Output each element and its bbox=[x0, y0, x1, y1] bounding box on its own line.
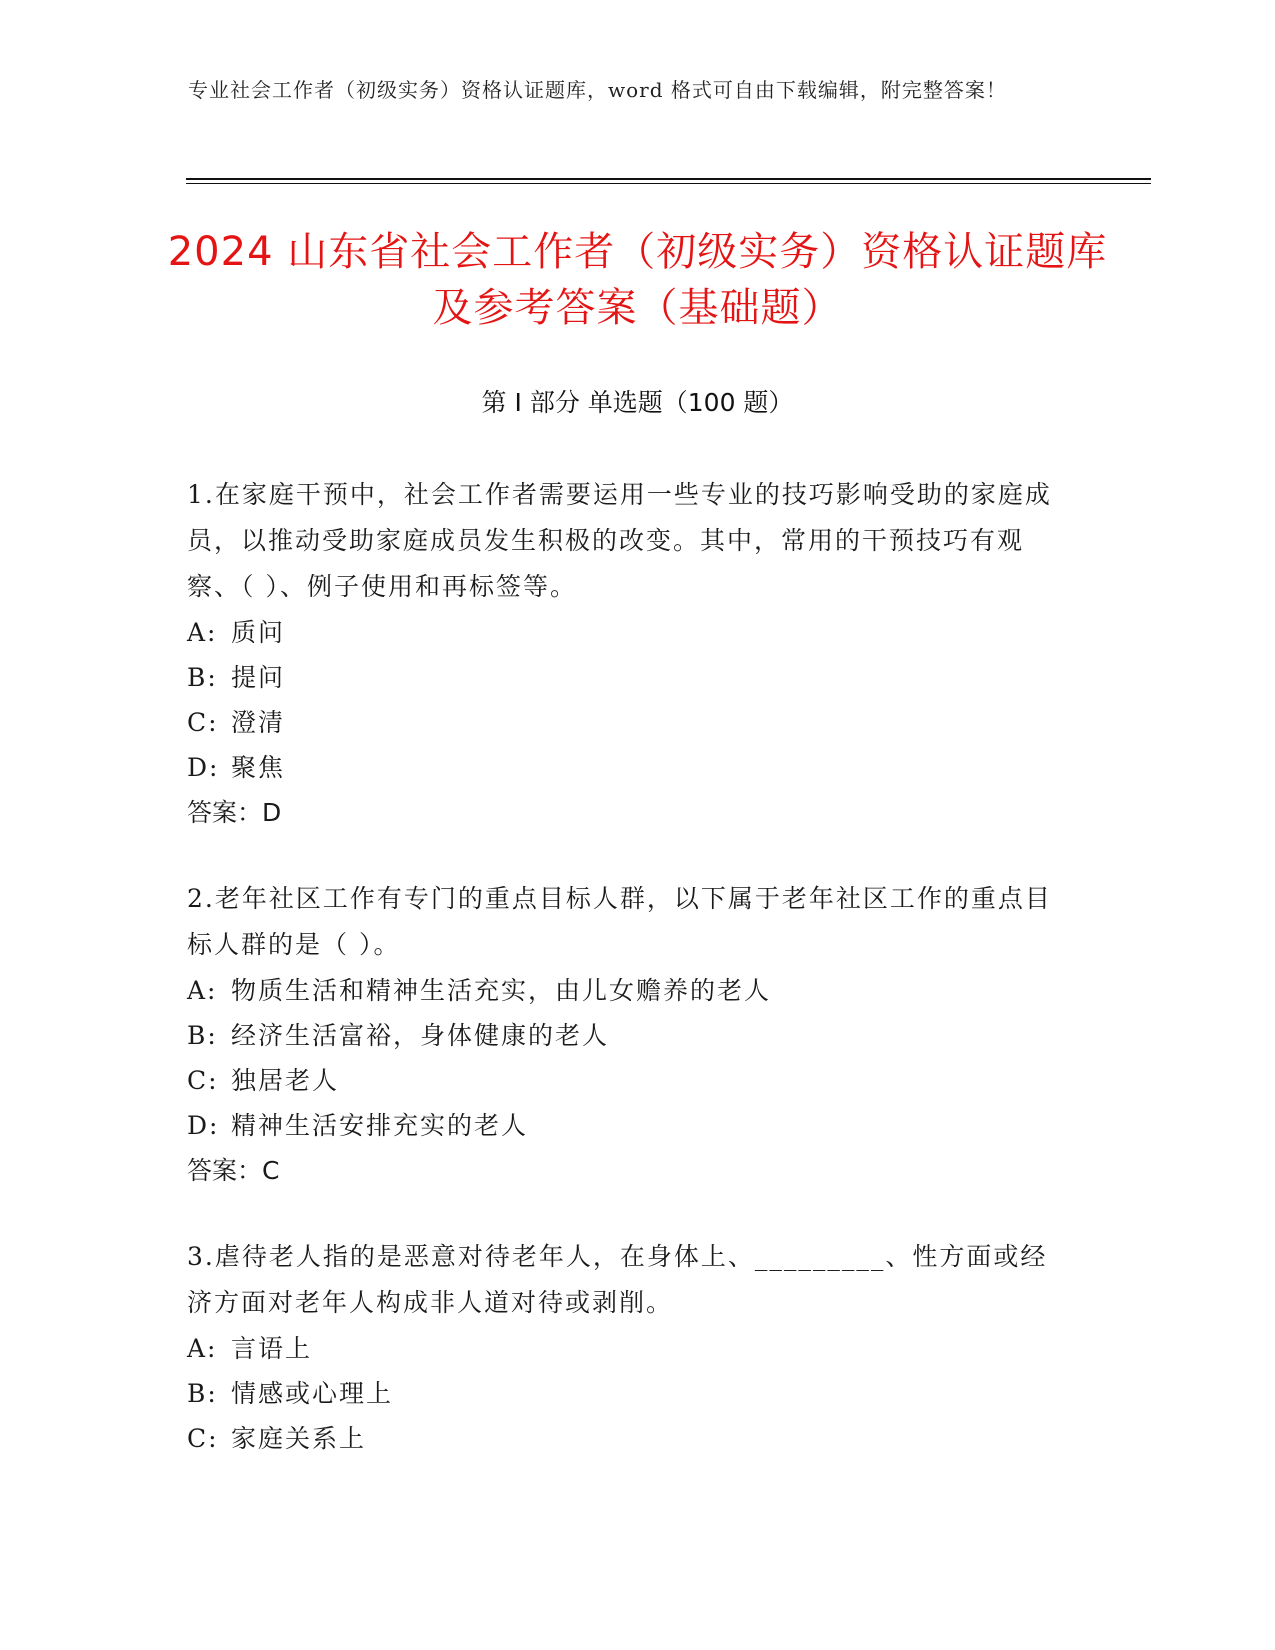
option-a bbox=[187, 968, 1067, 1013]
option-key: D: bbox=[187, 1111, 220, 1140]
answer-line: 答案：C bbox=[187, 1156, 280, 1185]
option-text: 家庭关系上 bbox=[231, 1424, 367, 1453]
option-c bbox=[187, 700, 1067, 745]
question-1 bbox=[187, 472, 1067, 836]
answer-line: 答案：D bbox=[187, 798, 282, 827]
option-d bbox=[187, 1103, 1067, 1148]
option-a bbox=[187, 610, 1067, 655]
question-list bbox=[187, 472, 1067, 1501]
question-2 bbox=[187, 876, 1067, 1194]
option-key: B: bbox=[187, 663, 218, 692]
section-heading: 第 I 部分 单选题（100 题） bbox=[481, 388, 794, 417]
option-text: 言语上 bbox=[231, 1334, 313, 1363]
header-divider bbox=[186, 178, 1151, 180]
option-key: D: bbox=[187, 753, 220, 782]
option-b bbox=[187, 655, 1067, 700]
option-b bbox=[187, 1371, 1067, 1416]
question-stem: 3.虐待老人指的是恶意对待老年人，在身体上、_________、性方面或经济方面对老年人构成非人道对待或剥削。 bbox=[187, 1242, 1048, 1317]
header-note: 专业社会工作者（初级实务）资格认证题库，word 格式可自由下载编辑，附完整答案！ bbox=[188, 78, 1007, 102]
option-text: 物质生活和精神生活充实，由儿女赡养的老人 bbox=[231, 976, 772, 1005]
option-a bbox=[187, 1326, 1067, 1371]
option-key: A: bbox=[187, 976, 218, 1005]
document-title: 2024 山东省社会工作者（初级实务）资格认证题库及参考答案（基础题） bbox=[167, 229, 1108, 331]
option-key: B: bbox=[187, 1379, 218, 1408]
question-3 bbox=[187, 1234, 1067, 1461]
option-text: 澄清 bbox=[231, 708, 286, 737]
option-text: 质问 bbox=[231, 618, 286, 647]
option-text: 聚焦 bbox=[231, 753, 286, 782]
option-c bbox=[187, 1058, 1067, 1103]
option-b bbox=[187, 1013, 1067, 1058]
option-key: C: bbox=[187, 708, 219, 737]
option-text: 经济生活富裕，身体健康的老人 bbox=[231, 1021, 610, 1050]
option-key: B: bbox=[187, 1021, 218, 1050]
option-key: C: bbox=[187, 1424, 219, 1453]
option-c bbox=[187, 1416, 1067, 1461]
option-d bbox=[187, 745, 1067, 790]
header-divider-thin bbox=[186, 183, 1151, 184]
option-key: A: bbox=[187, 618, 218, 647]
question-stem: 2.老年社区工作有专门的重点目标人群，以下属于老年社区工作的重点目标人群的是（ ）。 bbox=[187, 884, 1052, 959]
option-text: 独居老人 bbox=[231, 1066, 340, 1095]
option-text: 情感或心理上 bbox=[231, 1379, 394, 1408]
option-key: A: bbox=[187, 1334, 218, 1363]
option-key: C: bbox=[187, 1066, 219, 1095]
option-text: 精神生活安排充实的老人 bbox=[231, 1111, 529, 1140]
question-stem: 1.在家庭干预中，社会工作者需要运用一些专业的技巧影响受助的家庭成员，以推动受助家庭成员发生积极的改变。其中，常用的干预技巧有观察、（ ）、例子使用和再标签等。 bbox=[187, 480, 1052, 601]
option-text: 提问 bbox=[231, 663, 286, 692]
